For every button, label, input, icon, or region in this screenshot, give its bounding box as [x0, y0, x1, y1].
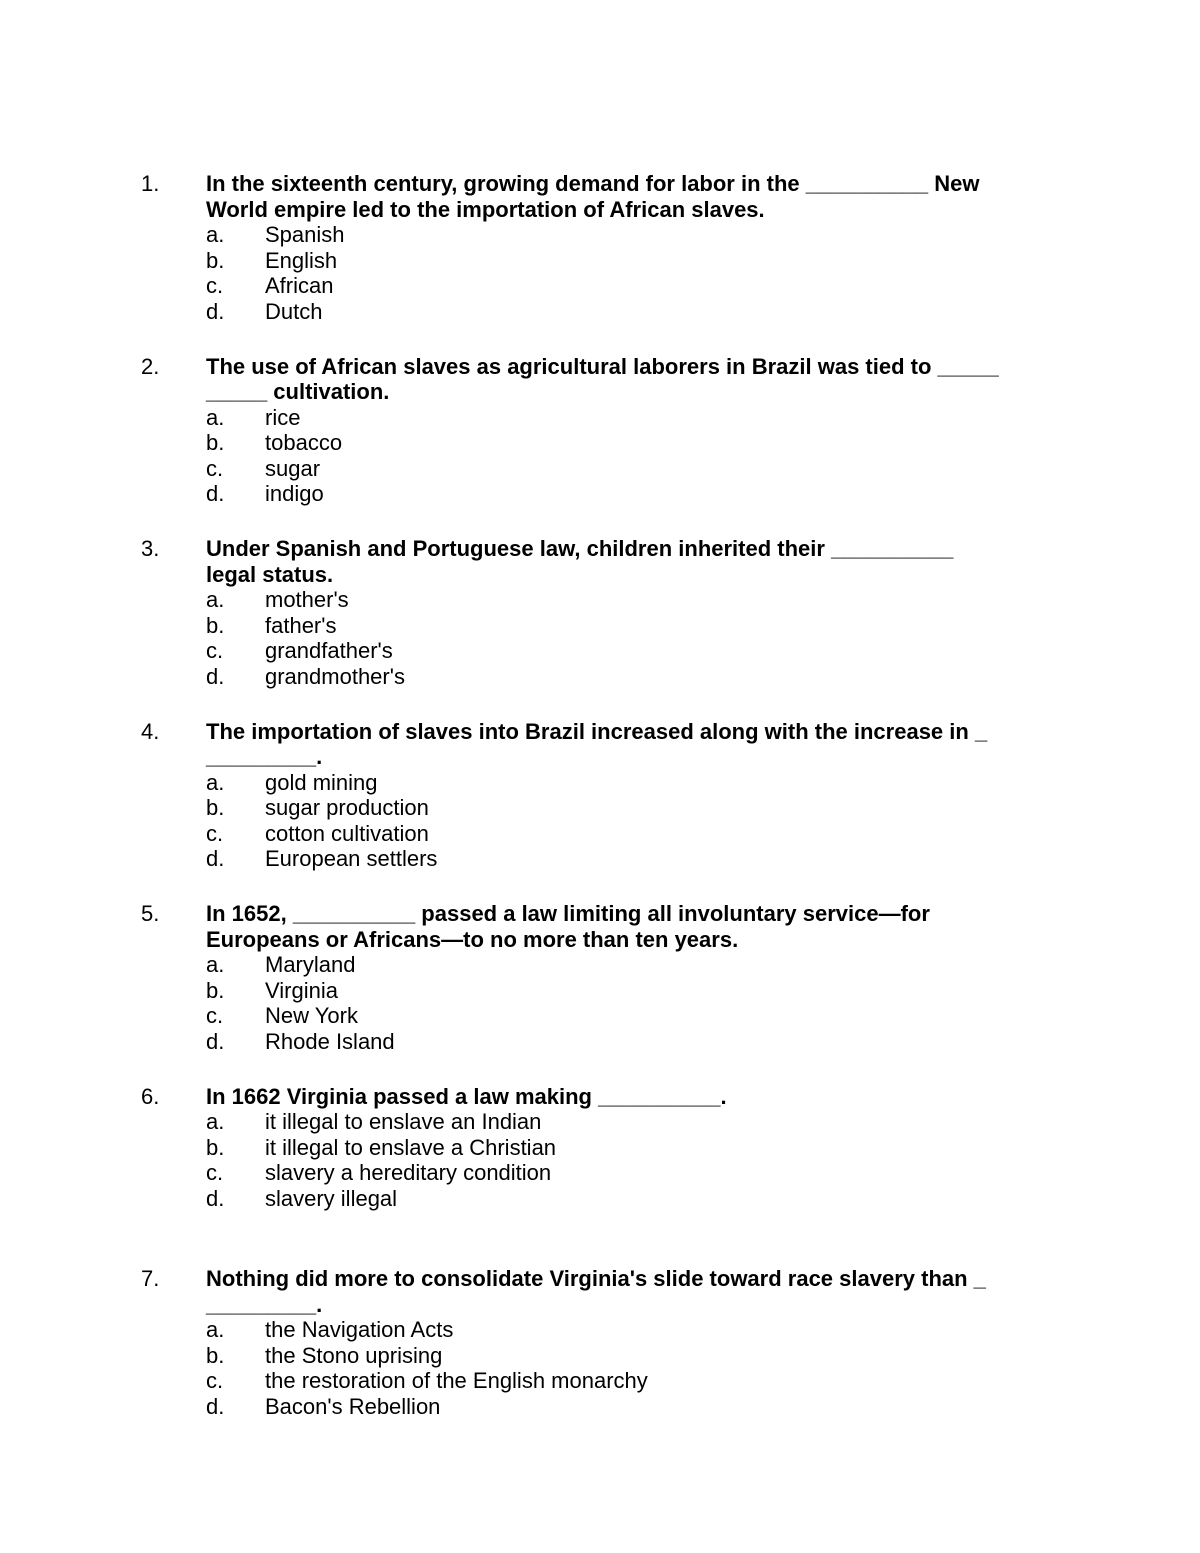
answer-option-letter: a. — [206, 1109, 225, 1134]
answer-option-text: slavery illegal — [265, 1185, 398, 1211]
question-text-line: In 1662 Virginia passed a law making __________. — [206, 1083, 727, 1109]
answer-option — [206, 273, 345, 299]
answer-option-text: Spanish — [265, 222, 345, 247]
answer-option-letter: a. — [206, 587, 225, 612]
question-text — [206, 354, 1066, 405]
answer-option-text: grandfather's — [265, 638, 393, 663]
question-text-line: The use of African slaves as agricultural laborers in Brazil was tied to _____ — [206, 353, 999, 379]
answer-option — [206, 821, 437, 847]
answer-option — [206, 481, 342, 507]
answer-option-letter: c. — [206, 1003, 224, 1028]
answer-option — [206, 1186, 556, 1212]
answer-option-letter: d. — [206, 1393, 225, 1419]
answer-option-letter: a. — [206, 222, 225, 247]
answer-option-text: it illegal to enslave an Indian — [265, 1109, 542, 1134]
answer-option-letter: a. — [206, 952, 225, 977]
answer-option — [206, 456, 342, 482]
answer-option-letter: c. — [206, 273, 224, 298]
answer-option — [206, 222, 345, 248]
question-text-line: legal status. — [206, 561, 334, 587]
answer-option-letter: d. — [206, 846, 225, 871]
question-text-line: Under Spanish and Portuguese law, children inherited their __________ — [206, 536, 954, 561]
answer-option-text: father's — [265, 612, 337, 638]
question-block — [0, 171, 1200, 354]
question-text-line: _________. — [206, 1291, 323, 1317]
answer-option-letter: b. — [206, 977, 225, 1003]
answer-options — [206, 952, 395, 1054]
answer-option-text: Virginia — [265, 977, 338, 1003]
answer-option-letter: b. — [206, 612, 225, 638]
answer-option-letter: d. — [206, 1185, 225, 1211]
answer-option-text: rice — [265, 404, 301, 430]
answer-option-letter: d. — [206, 481, 225, 506]
answer-option — [206, 405, 342, 431]
answer-option-letter: b. — [206, 430, 225, 455]
answer-option-letter: c. — [206, 1368, 224, 1393]
answer-option-letter: a. — [206, 769, 225, 795]
answer-option — [206, 1003, 395, 1029]
answer-option-text: sugar — [265, 455, 321, 481]
answer-option — [206, 1368, 648, 1394]
answer-option — [206, 613, 405, 639]
answer-option-letter: d. — [206, 663, 225, 689]
answer-option-text: gold mining — [265, 769, 378, 795]
question-block — [0, 1266, 1200, 1449]
answer-option — [206, 1394, 648, 1420]
question-number: 6. — [141, 1083, 160, 1109]
question-number: 5. — [141, 901, 160, 926]
question-text — [206, 536, 1066, 587]
question-block — [0, 1084, 1200, 1267]
question-text — [206, 901, 1066, 952]
answer-option — [206, 638, 405, 664]
answer-option-letter: d. — [206, 1028, 225, 1054]
answer-option-letter: b. — [206, 1134, 225, 1160]
answer-options — [206, 587, 405, 689]
answer-option — [206, 248, 345, 274]
answer-options — [206, 1109, 556, 1211]
answer-option — [206, 952, 395, 978]
answer-option — [206, 430, 342, 456]
answer-option-text: indigo — [265, 481, 324, 506]
question-block — [0, 719, 1200, 902]
question-text-line: _____ cultivation. — [206, 379, 390, 404]
answer-option — [206, 1343, 648, 1369]
answer-option-text: English — [265, 247, 338, 273]
question-block — [0, 354, 1200, 537]
answer-option — [206, 846, 437, 872]
answer-option — [206, 1160, 556, 1186]
question-text — [206, 719, 1066, 770]
question-number: 1. — [141, 171, 160, 196]
answer-options — [206, 1317, 648, 1419]
answer-option-text: it illegal to enslave a Christian — [265, 1134, 557, 1160]
quiz-question-list — [0, 171, 1200, 1449]
answer-option-text: New York — [265, 1003, 358, 1028]
answer-option-letter: c. — [206, 820, 224, 846]
question-text — [206, 1266, 1066, 1317]
answer-option-letter: a. — [206, 1317, 225, 1342]
answer-options — [206, 770, 437, 872]
answer-option-text: Maryland — [265, 952, 356, 977]
answer-option-text: African — [265, 273, 334, 298]
answer-option-letter: a. — [206, 404, 225, 430]
answer-options — [206, 222, 345, 324]
answer-option — [206, 1029, 395, 1055]
question-number: 3. — [141, 536, 160, 561]
question-text-line: In 1652, __________ passed a law limiting all involuntary service—for — [206, 901, 930, 926]
answer-option-text: sugar production — [265, 795, 429, 820]
answer-option-letter: c. — [206, 1160, 224, 1185]
answer-option-letter: b. — [206, 795, 225, 820]
answer-option-text: the Navigation Acts — [265, 1317, 454, 1342]
question-text-line: The importation of slaves into Brazil increased along with the increase in _ — [206, 718, 988, 744]
question-text — [206, 171, 1066, 222]
question-number: 2. — [141, 353, 160, 379]
answer-option — [206, 770, 437, 796]
answer-option-text: the Stono uprising — [265, 1342, 443, 1368]
question-number: 4. — [141, 718, 160, 744]
answer-option-letter: b. — [206, 1342, 225, 1368]
answer-option-text: the restoration of the English monarchy — [265, 1368, 648, 1393]
question-text-line: Nothing did more to consolidate Virginia's slide toward race slavery than _ — [206, 1266, 986, 1291]
question-text-line: In the sixteenth century, growing demand for labor in the __________ New — [206, 171, 980, 196]
answer-option-letter: c. — [206, 455, 224, 481]
answer-option-text: Bacon's Rebellion — [265, 1393, 441, 1419]
answer-option — [206, 1317, 648, 1343]
question-text-line: _________. — [206, 744, 323, 769]
question-text-line: World empire led to the importation of African slaves. — [206, 196, 765, 222]
answer-option-text: mother's — [265, 587, 349, 612]
question-number: 7. — [141, 1266, 160, 1291]
question-text — [206, 1084, 1066, 1110]
answer-option-text: European settlers — [265, 846, 438, 871]
answer-option-letter: c. — [206, 638, 224, 663]
question-block — [0, 536, 1200, 719]
answer-option — [206, 299, 345, 325]
answer-option-text: Rhode Island — [265, 1028, 395, 1054]
answer-option — [206, 795, 437, 821]
answer-option-text: slavery a hereditary condition — [265, 1160, 552, 1185]
answer-option — [206, 587, 405, 613]
answer-option — [206, 664, 405, 690]
question-block — [0, 901, 1200, 1084]
answer-option — [206, 1109, 556, 1135]
answer-option-text: Dutch — [265, 298, 323, 324]
answer-options — [206, 405, 342, 507]
answer-option — [206, 1135, 556, 1161]
answer-option-text: tobacco — [265, 430, 343, 455]
answer-option-text: grandmother's — [265, 663, 405, 689]
answer-option-letter: b. — [206, 247, 225, 273]
answer-option-letter: d. — [206, 298, 225, 324]
answer-option — [206, 978, 395, 1004]
answer-option-text: cotton cultivation — [265, 820, 429, 846]
question-text-line: Europeans or Africans—to no more than ten years. — [206, 926, 739, 952]
